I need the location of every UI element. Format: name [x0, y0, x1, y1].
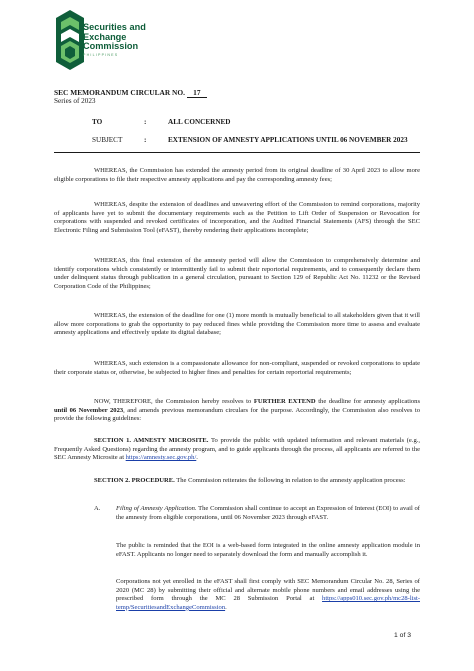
paragraph-whereas-4: WHEREAS, the extension of the deadline for one (1) more month is mutually beneficial to all stakeholders given that it will allow more corporations to grab the opportunity to pay reduced fines while providing the Commission more time to assess and evaluate amnesty applications and effectively update its digital database; — [54, 312, 420, 337]
memo-series: Series of 2023 — [54, 97, 96, 105]
section-2-paragraph — [54, 477, 420, 486]
paragraph-whereas-3: WHEREAS, this final extension of the amnesty period will allow the Commission to comprehensively determine and identify corporations which consistently or intermittently fail to submit their reportorial requirements, and to consequently declare them under delinquent status through publication in a general circulation, pursuant to Section 129 of Republic Act No. 11232 or the Revised Corporation Code of the Philippines; — [54, 257, 420, 290]
item-a-paragraph-2: The public is reminded that the EOI is a web-based form integrated in the online amnesty application module in eFAST. Applicants no longer need to separately download the form and manually accomplish it. — [116, 542, 420, 558]
logo-line-3: Commission — [83, 41, 139, 52]
logo-country: PHILIPPINES — [83, 53, 119, 57]
mc28-portal-link[interactable]: https://apps010.sec.gov.ph/mc28-list-temp/SecuritiesandExchangeCommission — [116, 595, 420, 611]
item-a-paragraph-3-text: Corporations not yet enrolled in the eFAST shall first comply with SEC Memorandum Circular No. 28, Series of 2020 (MC 28) by submitting their official and alternate mobile phone numbers and email addresses using the prescribed form through the MC 28 Submission Portal at — [116, 578, 420, 603]
now-therefore-text-c: the deadline for amnesty applications — [318, 398, 421, 405]
item-a-label: A. — [94, 505, 101, 512]
paragraph-whereas-2: WHEREAS, despite the extension of deadlines and unwavering effort of the Commission to remind corporations, majority of applicants have yet to submit the documentary requirements such as the Petition to Lift Order of Suspension or Revocation for corporations with suspended and revoked certificates of incorporation, and the Audited Financial Statements (AFS) through the SEC Electronic Filing and Submission Tool (eFAST), thereby rendering their applications incomplete; — [54, 201, 420, 234]
section-2-title: SECTION 2. PROCEDURE. — [94, 477, 175, 484]
item-a-paragraph-1 — [116, 505, 420, 522]
section-2-text: The Commission reiterates the following in relation to the amnesty application process: — [174, 477, 406, 484]
logo-line-2: Exchange — [83, 31, 127, 42]
item-a-text: The Commission shall continue to accept an Expression of Interest (EOI) to avail of the amnesty from eligible corporations, until 06 November 2023 through eFAST. — [116, 505, 420, 521]
subject-separator: : — [144, 136, 147, 144]
paragraph-whereas-5: WHEREAS, such extension is a compassionate allowance for non-compliant, suspended or revoked corporations to update their corporate status or, otherwise, be subjected to higher fines and penalties for certain reportorial requirements; — [54, 360, 420, 376]
amnesty-microsite-link[interactable]: https://amnesty.sec.gov.ph/ — [125, 454, 197, 462]
item-a-paragraph-3-end: . — [225, 603, 227, 611]
section-1-end: . — [196, 454, 198, 462]
deadline-date-text: until 06 November 2023 — [54, 406, 124, 414]
subject-value: EXTENSION OF AMNESTY APPLICATIONS UNTIL 06 NOVEMBER 2023 — [168, 136, 408, 144]
memo-number: 17 — [187, 88, 207, 98]
item-a-title: Filing of Amnesty Application. — [116, 505, 197, 512]
paragraph-now-therefore — [54, 398, 420, 424]
logo-line-1: Securities and — [83, 22, 146, 32]
subject-label: SUBJECT — [92, 136, 123, 144]
section-1-text: To provide the public with updated information and relevant materials (e.g., Frequently Asked Questions) regarding the amnesty program, and to guide applicants through the process, all applicants are referred to the SEC Amnesty Microsite at — [54, 437, 420, 462]
section-1-title: SECTION 1. AMNESTY MICROSITE. — [94, 437, 209, 444]
to-separator: : — [144, 118, 147, 126]
now-therefore-text-e: , and amends previous memorandum circulars for the purpose. Accordingly, the Commission also resolves to provide the following guidelines: — [54, 406, 420, 423]
further-extend-text: FURTHER EXTEND — [253, 398, 316, 405]
sec-hexagon-icon — [54, 8, 86, 72]
paragraph-whereas-1: WHEREAS, the Commission has extended the amnesty period from its original deadline of 30 April 2023 to allow more eligible corporations to file their respective amnesty applications and pay the corresponding amnesty fees; — [54, 167, 420, 183]
page-number: 1 of 3 — [394, 632, 412, 639]
now-therefore-text-a: NOW, THEREFORE, the Commission hereby resolves to — [94, 398, 252, 405]
item-a-paragraph-3 — [116, 578, 420, 612]
memo-label: SEC MEMORANDUM CIRCULAR NO. — [54, 88, 185, 97]
to-label: TO — [92, 118, 103, 126]
header-divider — [54, 152, 420, 153]
to-value: ALL CONCERNED — [168, 118, 231, 126]
logo-wordmark — [83, 23, 146, 52]
section-1-paragraph — [54, 437, 420, 463]
